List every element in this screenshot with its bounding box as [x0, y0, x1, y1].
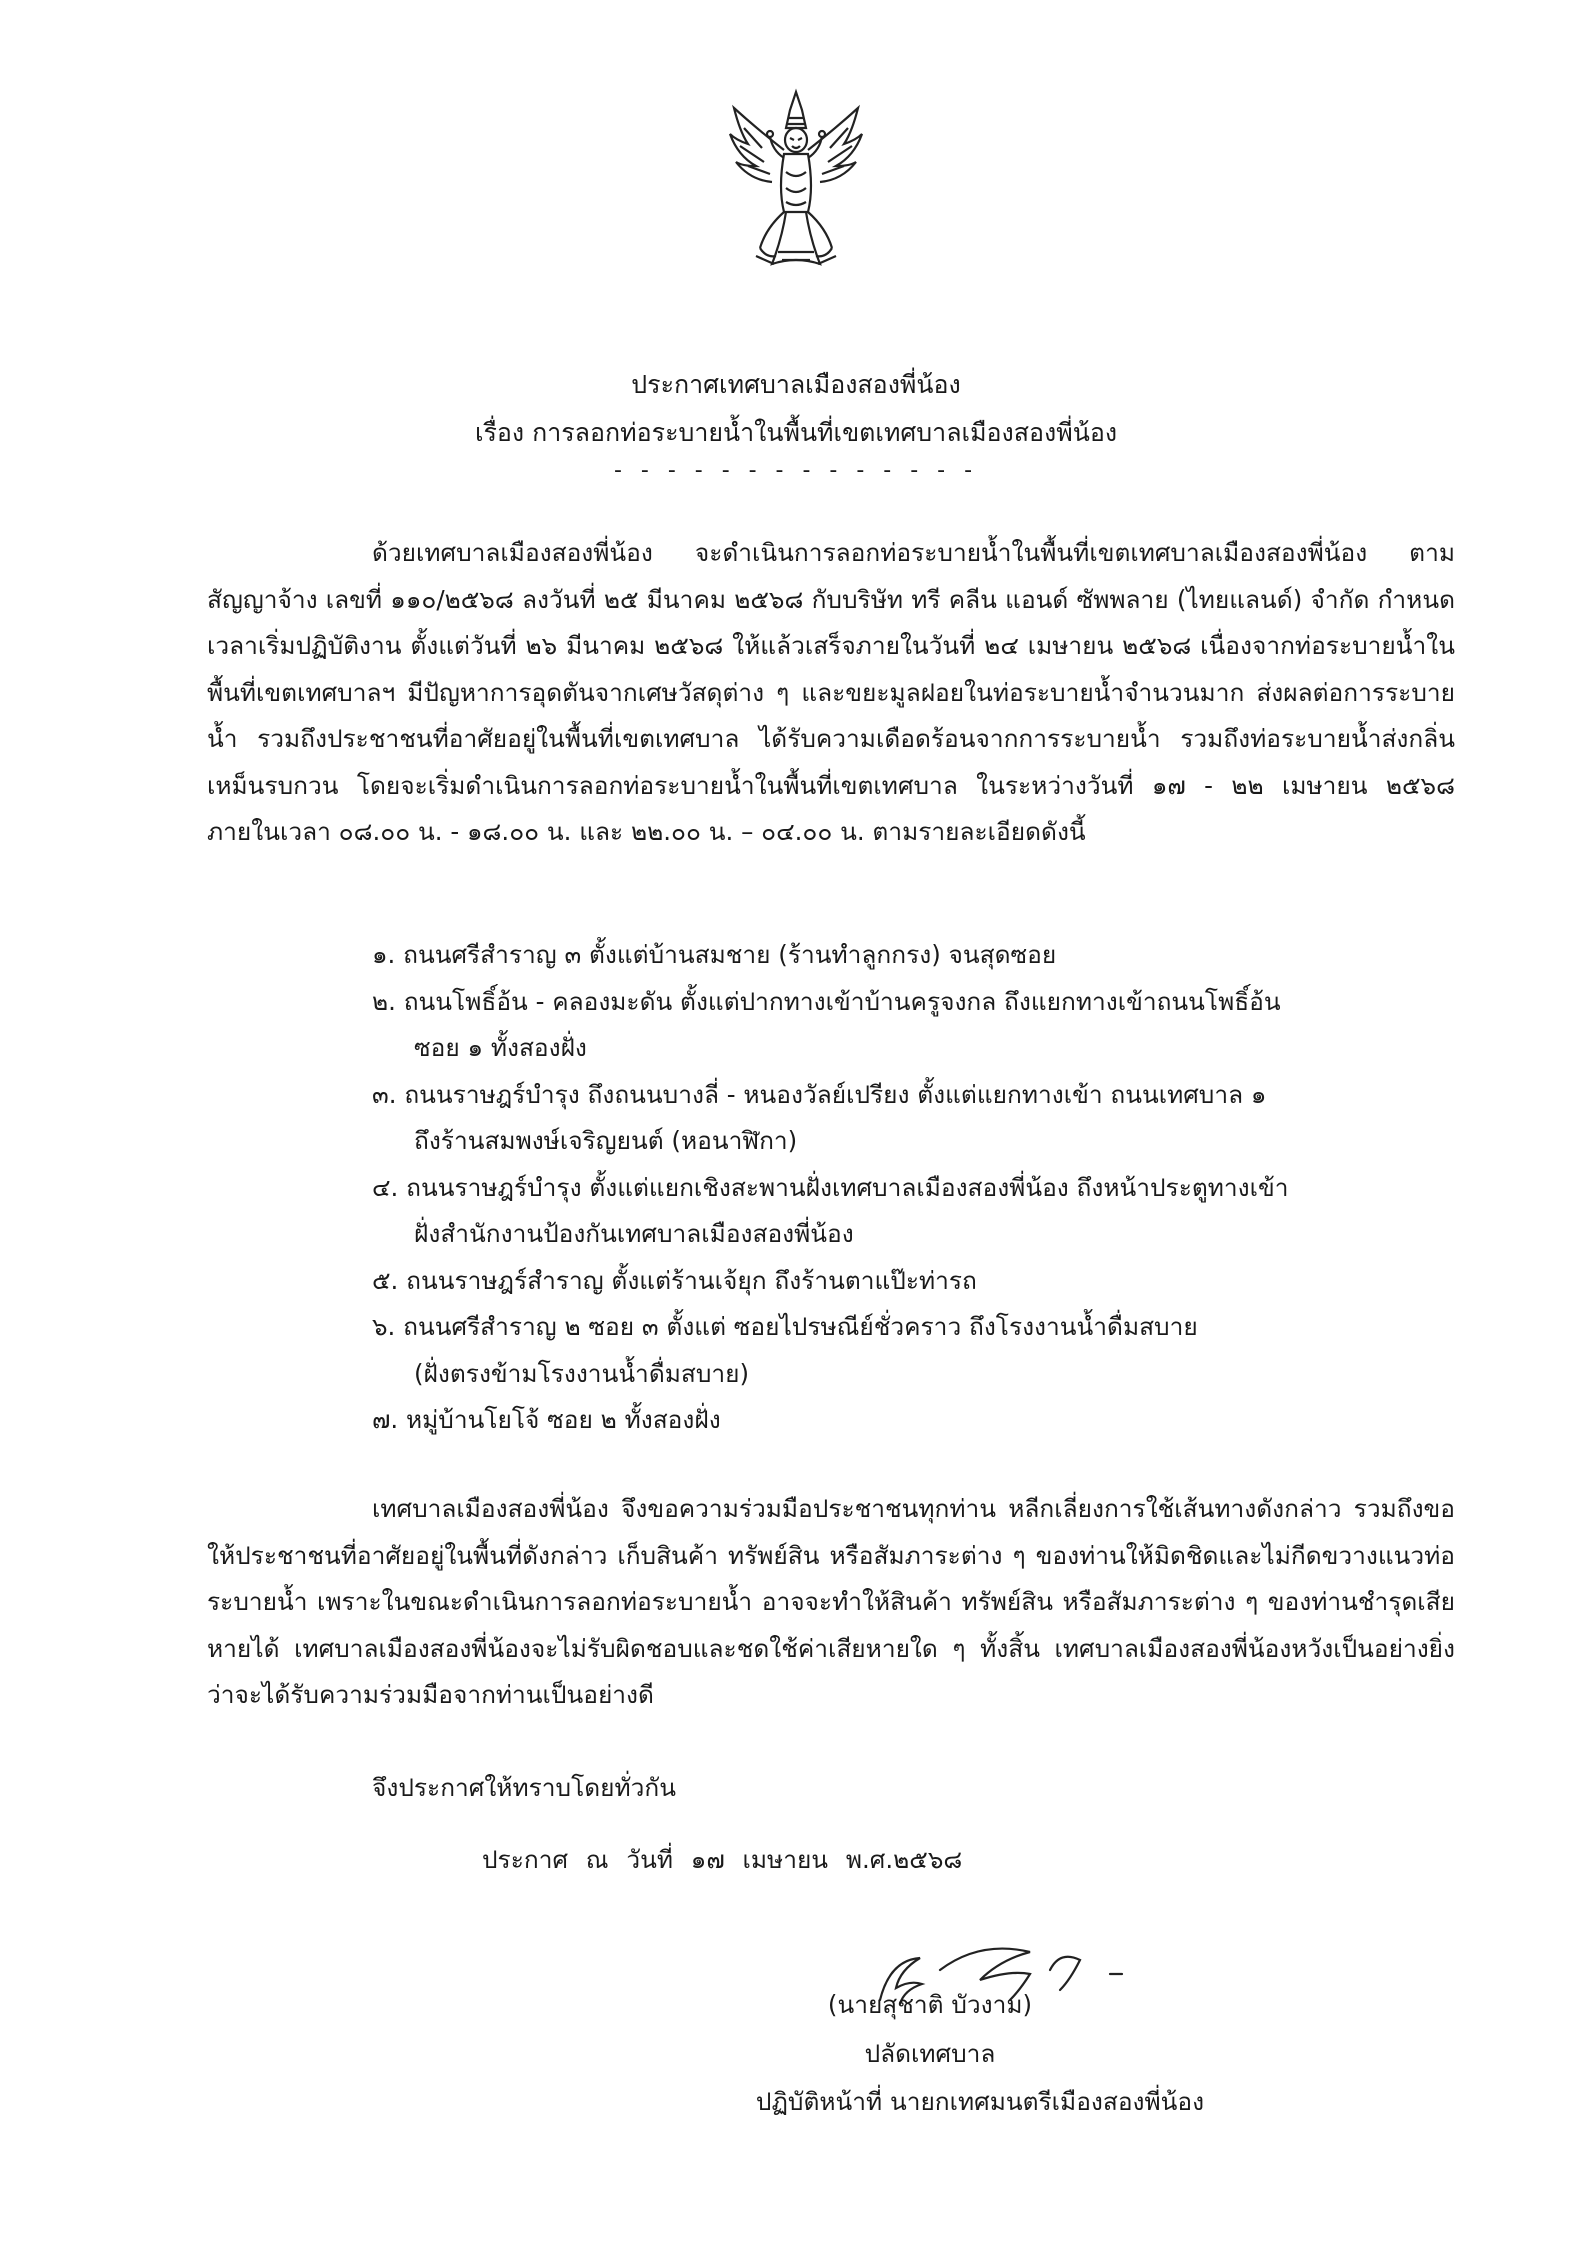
signer-position: ปลัดเทศบาล [864, 2039, 996, 2068]
announcement-title: ประกาศเทศบาลเมืองสองพี่น้อง [631, 370, 961, 399]
garuda-emblem-icon [726, 88, 866, 288]
list-item: ๗. หมู่บ้านโยโจ้ ซอย ๒ ทั้งสองฝั่ง [372, 1405, 721, 1434]
title-divider: - - - - - - - - - - - - - - [613, 458, 979, 483]
list-item: ๒. ถนนโพธิ์อ้น - คลองมะดัน ตั้งแต่ปากทางเข้าบ้านครูจงกล ถึงแยกทางเข้าถนนโพธิ์อ้น ซอย ๑ ทั้งสองฝั่ง [372, 986, 1281, 1062]
list-item: ๑. ถนนศรีสำราญ ๓ ตั้งแต่บ้านสมชาย (ร้านทำลูกกรง) จนสุดซอย [372, 940, 1057, 969]
list-item: ๕. ถนนราษฎร์สำราญ ตั้งแต่ร้านเจ้ยุก ถึงร้านตาแป๊ะท่ารถ [372, 1265, 977, 1295]
list-item: ๖. ถนนศรีสำราญ ๒ ซอย ๓ ตั้งแต่ ซอยไปรษณีย์ชั่วคราว ถึงโรงงานน้ำดื่มสบาย (ฝั่งตรงข้ามโรงงานน้ำดื่มสบาย) [372, 1312, 1198, 1388]
body-paragraph-2 [207, 1486, 1455, 1719]
paragraph-1-text: ด้วยเทศบาลเมืองสองพี่น้อง จะดำเนินการลอกท่อระบายน้ำในพื้นที่เขตเทศบาลเมืองสองพี่น้อง ตามสัญญาจ้าง เลขที่ ๑๑๐/๒๕๖๘ ลงวันที่ ๒๕ มีนาคม ๒๕๖๘ กับบริษัท ทรี คลีน แอนด์ ซัพพลาย (ไทยแลนด์) จำกัด กำหนดเวลาเริ่มปฏิบัติงาน ตั้งแต่วันที่ ๒๖ มีนาคม ๒๕๖๘ ให้แล้วเสร็จภายในวันที่ ๒๔ เมษายน ๒๕๖๘ เนื่องจากท่อระบายน้ำในพื้นที่เขตเทศบาลฯ มีปัญหาการอุดตันจากเศษวัสดุต่าง ๆ และขยะมูลฝอยในท่อระบายน้ำจำนวนมาก ส่งผลต่อการระบายน้ำ รวมถึงประชาชนที่อาศัยอยู่ในพื้นที่เขตเทศบาล ได้รับความเดือดร้อนจากการระบายน้ำ รวมถึงท่อระบายน้ำส่งกลิ่นเหม็นรบกวน โดยจะเริ่มดำเนินการลอกท่อระบายน้ำในพื้นที่เขตเทศบาล ในระหว่างวันที่ ๑๗ - ๒๒ เมษายน ๒๕๖๘ ภายในเวลา ๐๘.๐๐ น. - ๑๘.๐๐ น. และ ๒๒.๐๐ น. – ๐๔.๐๐ น. ตามรายละเอียดดังนี้ [207, 538, 1455, 846]
announcement-date: ประกาศ ณ วันที่ ๑๗ เมษายน พ.ศ.๒๕๖๘ [482, 1845, 963, 1874]
closing-statement: จึงประกาศให้ทราบโดยทั่วกัน [372, 1773, 676, 1802]
list-item: ๓. ถนนราษฎร์บำรุง ถึงถนนบางลี่ - หนองวัลย์เปรียง ตั้งแต่แยกทางเข้า ถนนเทศบาล ๑ ถึงร้านสมพงษ์เจริญยนต์ (หอนาฬิกา) [372, 1079, 1267, 1155]
announcement-subject: เรื่อง การลอกท่อระบายน้ำในพื้นที่เขตเทศบาลเมืองสองพี่น้อง [474, 418, 1118, 447]
body-paragraph-1 [207, 530, 1455, 856]
paragraph-2-text: เทศบาลเมืองสองพี่น้อง จึงขอความร่วมมือประชาชนทุกท่าน หลีกเลี่ยงการใช้เส้นทางดังกล่าว รวมถึงขอให้ประชาชนที่อาศัยอยู่ในพื้นที่ดังกล่าว เก็บสินค้า ทรัพย์สิน หรือสัมภาระต่าง ๆ ของท่านให้มิดชิดและไม่กีดขวางแนวท่อระบายน้ำ เพราะในขณะดำเนินการลอกท่อระบายน้ำ อาจจะทำให้สินค้า ทรัพย์สิน หรือสัมภาระต่าง ๆ ของท่านชำรุดเสียหายได้ เทศบาลเมืองสองพี่น้องจะไม่รับผิดชอบและชดใช้ค่าเสียหายใด ๆ ทั้งสิ้น เทศบาลเมืองสองพี่น้องหวังเป็นอย่างยิ่งว่าจะได้รับความร่วมมือจากท่านเป็นอย่างดี [207, 1494, 1455, 1709]
street-list [372, 932, 1462, 1444]
list-item: ๔. ถนนราษฎร์บำรุง ตั้งแต่แยกเชิงสะพานฝั่งเทศบาลเมืองสองพี่น้อง ถึงหน้าประตูทางเข้า ฝั่งสำนักงานป้องกันเทศบาลเมืองสองพี่น้อง [372, 1172, 1289, 1248]
signer-acting-position: ปฏิบัติหน้าที่ นายกเทศมนตรีเมืองสองพี่น้อง [755, 2087, 1205, 2116]
signer-name: (นายสุชาติ บัวงาม) [827, 1990, 1033, 2019]
